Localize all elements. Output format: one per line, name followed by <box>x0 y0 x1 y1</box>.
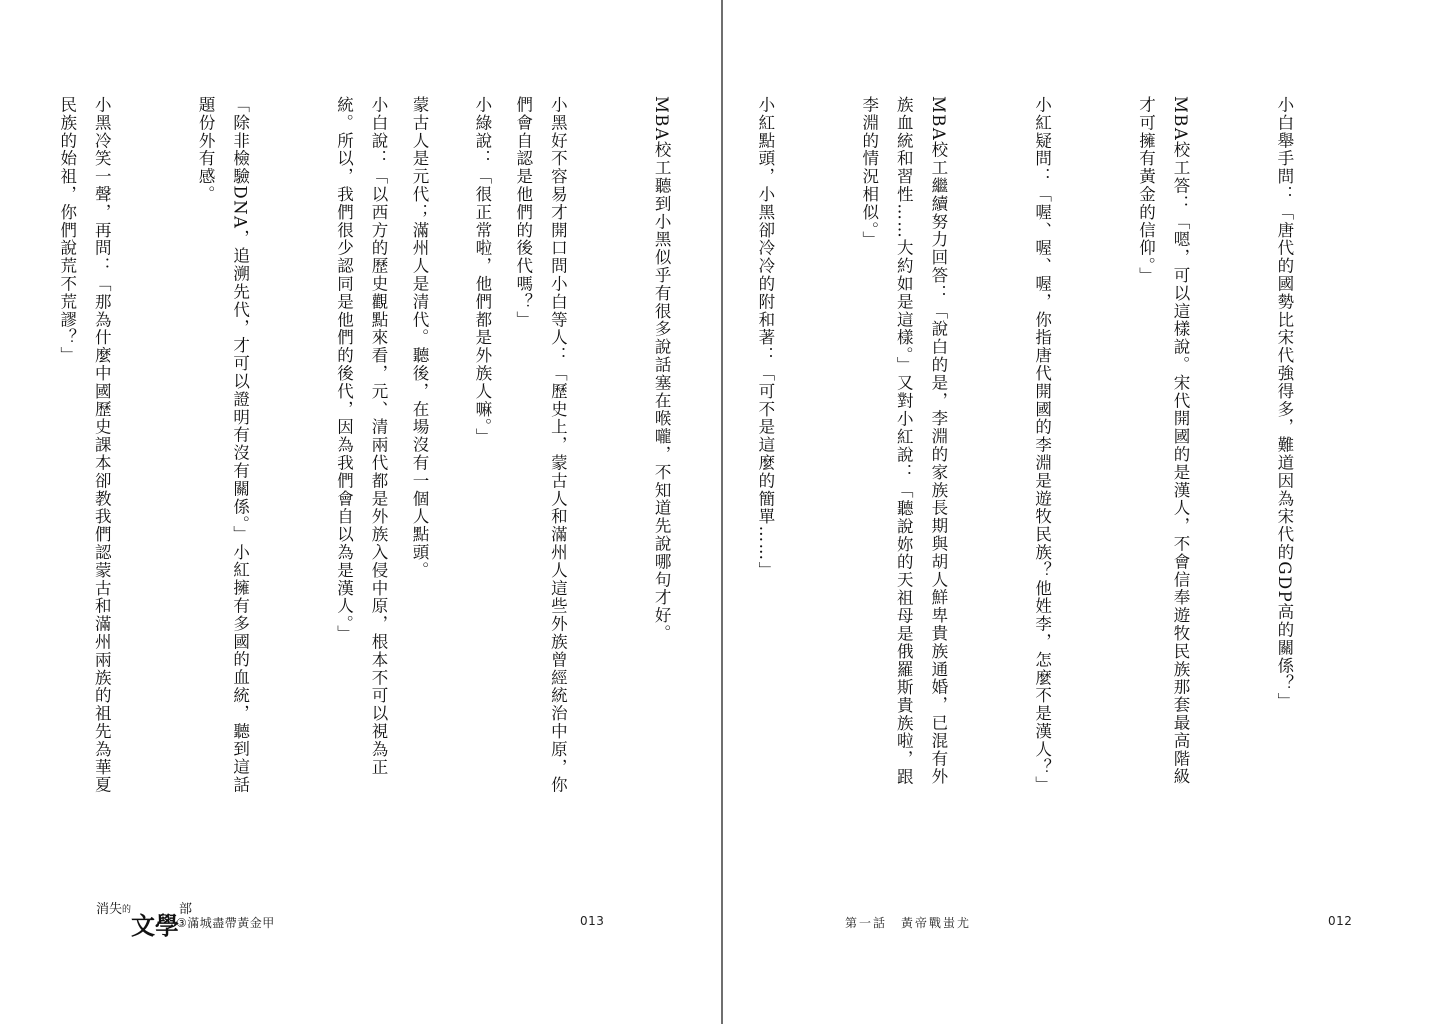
paragraph: 小綠說：「很正常啦，他們都是外族人嘛。」 <box>472 96 492 446</box>
series-logo-part: 文學 <box>131 911 180 940</box>
volume-title: ③滿城盡帶黃金甲 <box>176 916 275 930</box>
series-logo-part: 部 <box>179 902 193 917</box>
paragraph: MBA校工答：「嗯，可以這樣說。宋代開國的是漢人，不會信奉遊牧民族那套最高階級才可擁有黃金的信仰。」 <box>1136 96 1191 786</box>
running-title: 第一話 黃帝戰蚩尤 <box>845 916 972 930</box>
paragraph: 蒙古人是元代；滿州人是清代。聽後，在場沒有一個人點頭。 <box>409 96 429 580</box>
paragraph: 小白舉手問：「唐代的國勢比宋代強得多，難道因為宋代的GDP高的關係？」 <box>1274 96 1294 711</box>
paragraph: 小紅疑問：「喔、喔、喔，你指唐代開國的李淵是遊牧民族？他姓李，怎麼不是漢人？」 <box>1032 96 1052 795</box>
paragraph: MBA校工聽到小黑似乎有很多說話塞在喉嚨，不知道先說哪句才好。 <box>652 96 672 643</box>
paragraph: 「除非檢驗DNA，追溯先代，才可以證明有沒有關係。」小紅擁有多國的血統，聽到這話題份外有感。 <box>196 96 250 794</box>
paragraph: 小白說：「以西方的歷史觀點來看，元、清兩代都是外族入侵中原，根本不可以視為正統。所以，我們很少認同是他們的後代，因為我們會自以為是漢人。」 <box>334 96 389 777</box>
page-number: 012 <box>1328 914 1353 928</box>
paragraph: MBA校工繼續努力回答：「說白的是，李淵的家族長期與胡人鮮卑貴族通婚，已混有外族血統和習性……大約如是這樣。」又對小紅說：「聽說妳的天祖母是俄羅斯貴族啦，跟李淵的情況相似。」 <box>859 96 948 786</box>
paragraph: 小黑冷笑一聲，再問：「那為什麼中國歷史課本卻教我們認蒙古和滿州兩族的祖先為華夏民族的始祖，你們說荒不荒謬？」 <box>57 96 112 795</box>
paragraph: 小黑好不容易才開口問小白等人：「歷史上，蒙古人和滿州人這些外族曾經統治中原，你們會自認是他們的後代嗎？」 <box>513 96 568 795</box>
paragraph: 小紅點頭，小黑卻冷冷的附和著：「可不是這麼的簡單……」 <box>755 96 775 580</box>
series-logo-part: 消失 <box>96 902 123 917</box>
series-logo-part: 的 <box>122 905 132 915</box>
page-number: 013 <box>580 914 605 928</box>
